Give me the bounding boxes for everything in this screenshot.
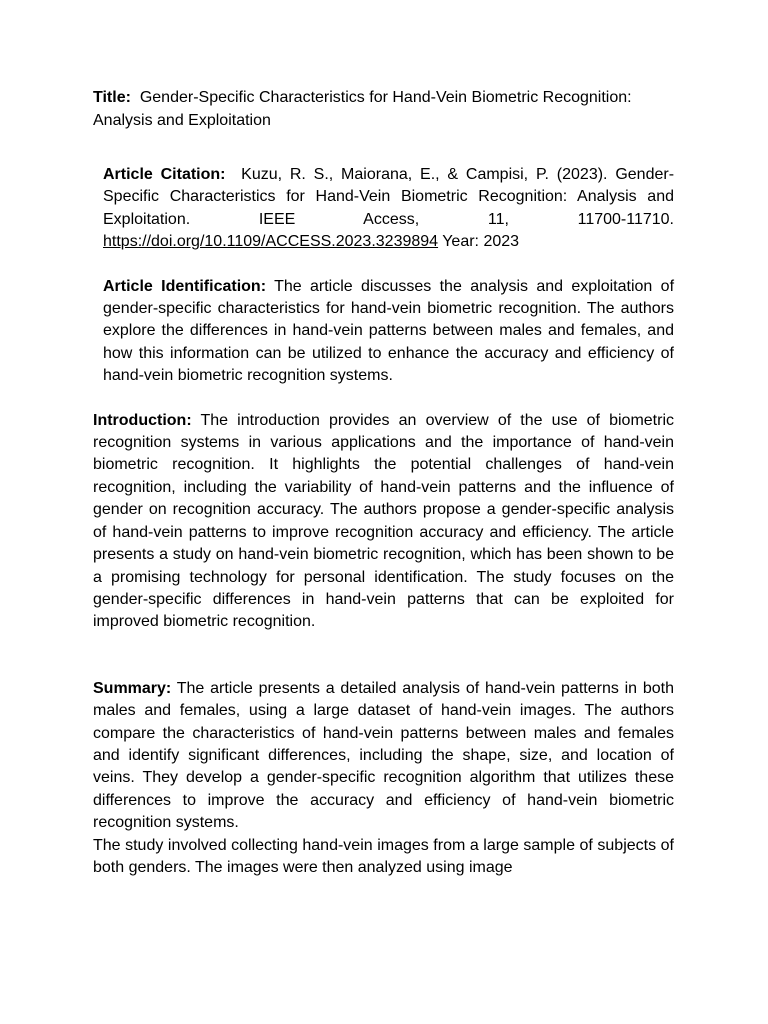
introduction-text: The introduction provides an overview of the use of biometric recognition systems in various applications and the importance of hand-vein biometric recognition. It highlights the potential challenges of hand-vein recognition, including the variability of hand-vein patterns and the influence of gender on recognition accuracy. The authors propose a gender-specific analysis of hand-vein patterns to improve recognition accuracy and efficiency. The article presents a study on hand-vein biometric recognition, which has been shown to be a promising technology for personal identification. The study focuses on the gender-specific differences in hand-vein patterns that can be exploited for improved biometric recognition. [93,411,674,631]
title-label: Title: [93,89,131,106]
summary-label: Summary: [93,679,172,697]
identification-paragraph [93,276,674,388]
summary-paragraph [93,678,674,835]
study-paragraph [93,835,674,880]
summary-text: The article presents a detailed analysis of hand-vein patterns in both males and females, using a large dataset of hand-vein images. The authors compare the characteristics of hand-vein patterns between males and females and identify significant differences, including the shape, size, and location of veins. They develop a gender-specific recognition algorithm that utilizes these differences to improve the accuracy and efficiency of hand-vein biometric recognition systems. [93,679,675,832]
title-paragraph [93,86,674,132]
identification-label: Article Identification: [103,277,267,295]
citation-label: Article Citation: [103,166,226,183]
introduction-paragraph [93,410,674,634]
doi-link[interactable]: https://doi.org/10.1109/ACCESS.2023.3239894 [103,233,439,251]
citation-paragraph [93,164,674,254]
summary-continuation-text: The study involved collecting hand-vein images from a large sample of subjects of both genders. The images were then analyzed using image [93,836,674,876]
title-text: Gender-Specific Characteristics for Hand-Vein Biometric Recognition: Analysis and Exploitation [93,89,632,129]
identification-text: The article discusses the analysis and exploitation of gender-specific characteristics for hand-vein biometric recognition. The authors explore the differences in hand-vein patterns between males and females, and how this information can be utilized to enhance the accuracy and efficiency of hand-vein biometric recognition systems. [103,277,675,385]
citation-year: Year: 2023 [442,233,520,251]
introduction-label: Introduction: [93,411,192,429]
document-body [93,86,674,879]
citation-text: Kuzu, R. S., Maiorana, E., & Campisi, P. (2023). Gender-Specific Characteristics for Hand-Vein Biometric Recognition: Analysis and Exploitation. IEEE Access, 11, 11700-11710. [103,166,675,228]
